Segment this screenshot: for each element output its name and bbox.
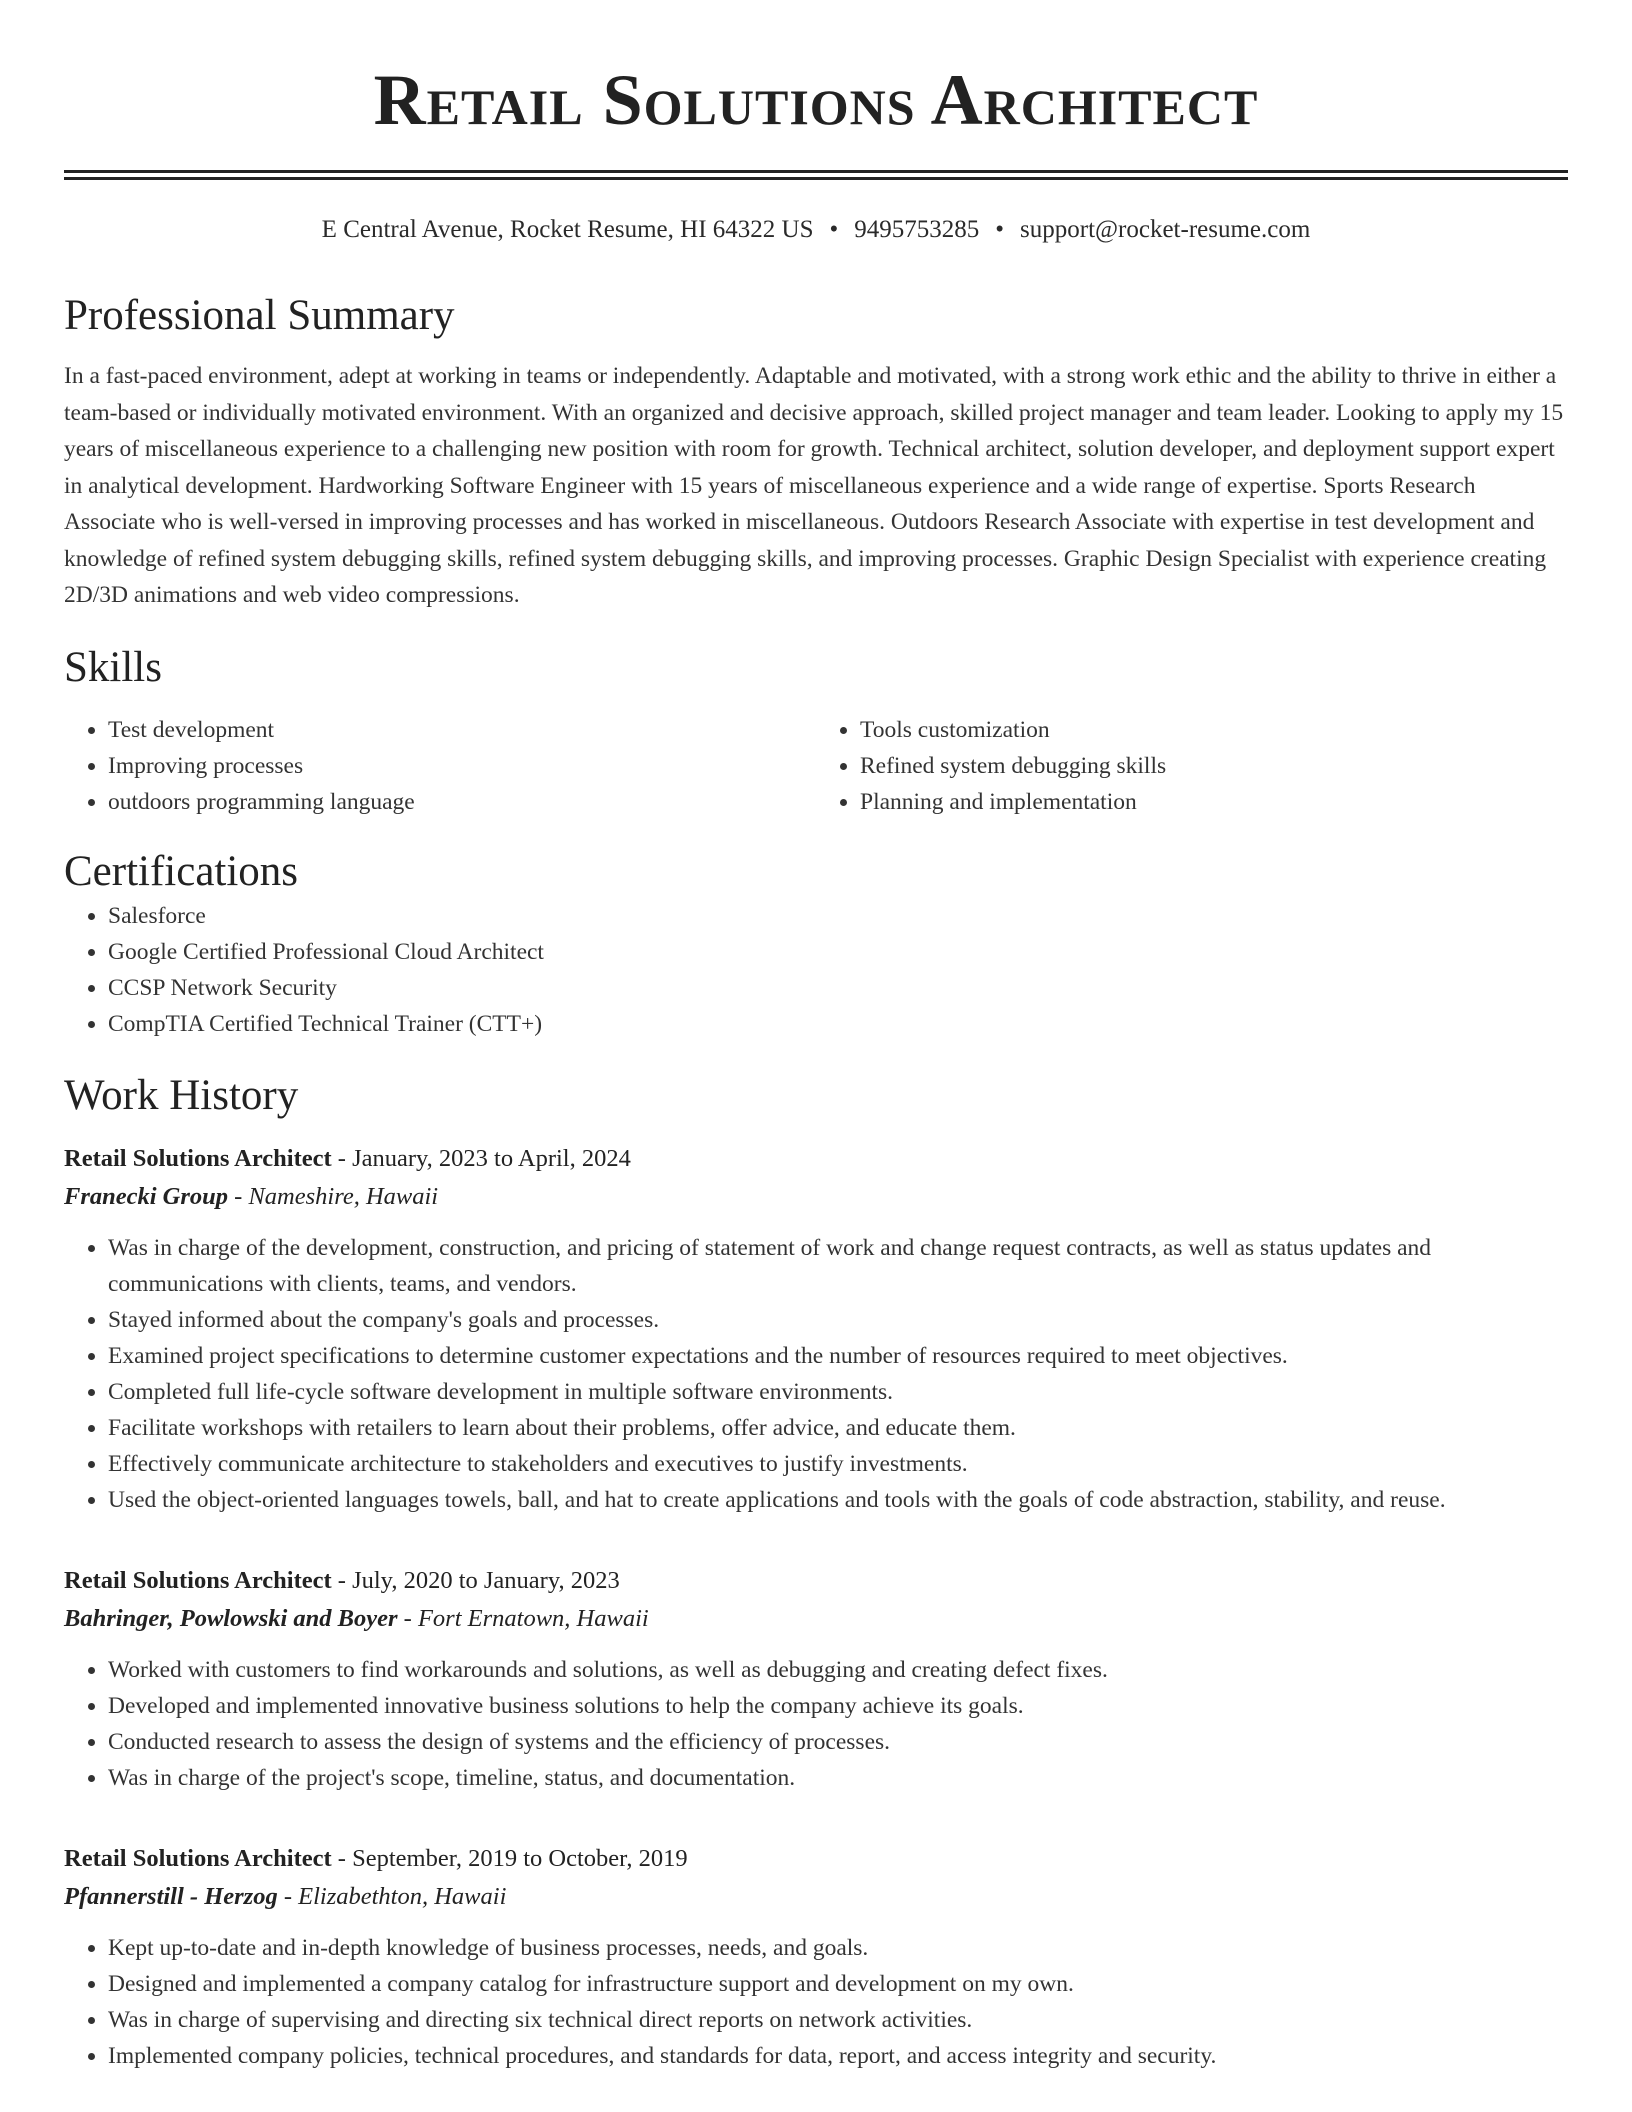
job-company: Bahringer, Powlowski and Boyer [64,1604,398,1632]
contact-email: support@rocket-resume.com [1020,216,1311,243]
job-bullet: • Examined project specifications to determine customer expectations and the number of resources required to meet objectives. [108,1338,1568,1374]
certifications-list [64,898,1568,1042]
skills-list-right [816,712,1568,820]
section-heading-work-history: Work History [64,1071,299,1119]
job-bullet: • Completed full life-cycle software development in multiple software environments. [108,1374,1568,1410]
skill-item: • Planning and implementation [860,784,1568,820]
skill-item: • Tools customization [860,712,1568,748]
job-bullets [64,1930,1568,2074]
job-dates: - September, 2019 to October, 2019 [337,1844,688,1872]
job-bullet: • Worked with customers to find workarounds and solutions, as well as debugging and creating defect fixes. [108,1652,1568,1688]
job-dates: - January, 2023 to April, 2024 [337,1144,631,1172]
job-bullet: • Conducted research to assess the design of systems and the efficiency of processes. [108,1724,1568,1760]
skills-grid [64,712,1568,820]
job-company: Franecki Group [64,1182,229,1210]
job-bullet: • Was in charge of the development, construction, and pricing of statement of work and change request contracts, as well as status updates and communications with clients, teams, and vendors. [108,1230,1568,1302]
job-bullet: • Used the object-oriented languages towels, ball, and hat to create applications and tools with the goals of code abstraction, stability, and reuse. [108,1482,1568,1518]
section-heading-skills: Skills [64,643,162,691]
job-bullet: • Designed and implemented a company catalog for infrastructure support and development on my own. [108,1966,1568,2002]
skills-list-left [64,712,816,820]
contact-separator: • [995,216,1005,243]
job-company-line [64,1878,1568,1916]
certification-item: • CompTIA Certified Technical Trainer (CTT+) [108,1006,1568,1042]
certification-item: • CCSP Network Security [108,970,1568,1006]
job-entry [64,1840,1568,2074]
skill-item: • Test development [108,712,816,748]
job-title: Retail Solutions Architect [64,1844,332,1872]
job-company-line [64,1178,1568,1216]
skill-item: • Refined system debugging skills [860,748,1568,784]
section-heading-summary: Professional Summary [64,292,455,339]
job-bullet: • Kept up-to-date and in-depth knowledge of business processes, needs, and goals. [108,1930,1568,1966]
certification-item: • Google Certified Professional Cloud Architect [108,934,1568,970]
job-location: - Elizabethton, Hawaii [283,1882,507,1910]
contact-separator: • [829,216,839,243]
job-entry [64,1140,1568,1518]
job-company-line [64,1600,1568,1638]
contact-phone: 9495753285 [854,216,980,243]
job-location: - Fort Ernatown, Hawaii [403,1604,649,1632]
job-company: Pfannerstill - Herzog [64,1882,278,1910]
job-dates: - July, 2020 to January, 2023 [337,1566,620,1594]
job-bullet: • Developed and implemented innovative business solutions to help the company achieve its goals. [108,1688,1568,1724]
job-location: - Nameshire, Hawaii [234,1182,439,1210]
job-bullets [64,1230,1568,1518]
job-bullet: • Was in charge of the project's scope, timeline, status, and documentation. [108,1760,1568,1796]
certification-item: • Salesforce [108,898,1568,934]
contact-line [64,214,1568,246]
job-title: Retail Solutions Architect [64,1144,332,1172]
job-bullet: • Was in charge of supervising and directing six technical direct reports on network activities. [108,2002,1568,2038]
job-entry [64,1562,1568,1796]
resume-name: Retail Solutions Architect [373,60,1259,140]
job-bullet: • Implemented company policies, technical procedures, and standards for data, report, and access integrity and security. [108,2038,1568,2074]
job-title-line [64,1140,1568,1178]
skill-item: • Improving processes [108,748,816,784]
skill-item: • outdoors programming language [108,784,816,820]
job-bullet: • Facilitate workshops with retailers to learn about their problems, offer advice, and educate them. [108,1410,1568,1446]
job-bullet: • Effectively communicate architecture to stakeholders and executives to justify investments. [108,1446,1568,1482]
job-title-line [64,1562,1568,1600]
header-double-rule [64,170,1568,180]
contact-address: E Central Avenue, Rocket Resume, HI 64322 US [321,216,814,243]
section-heading-certifications: Certifications [64,847,299,895]
job-bullets [64,1652,1568,1796]
summary-text: In a fast-paced environment, adept at working in teams or independently. Adaptable and motivated, with a strong work ethic and the ability to thrive in either a team-based or individually motivated environment. With an organized and decisive approach, skilled project manager and team leader. Looking to apply my 15 years of miscellaneous experience to a challenging new position with room for growth. Technical architect, solution developer, and deployment support expert in analytical development. Hardworking Software Engineer with 15 years of miscellaneous experience and a wide range of expertise. Sports Research Associate who is well-versed in improving processes and has worked in miscellaneous. Outdoors Research Associate with expertise in test development and knowledge of refined system debugging skills, refined system debugging skills, and improving processes. Graphic Design Specialist with experience creating 2D/3D animations and web video compressions. [64,363,1564,608]
job-bullet: • Stayed informed about the company's goals and processes. [108,1302,1568,1338]
job-title-line [64,1840,1568,1878]
job-title: Retail Solutions Architect [64,1566,332,1594]
